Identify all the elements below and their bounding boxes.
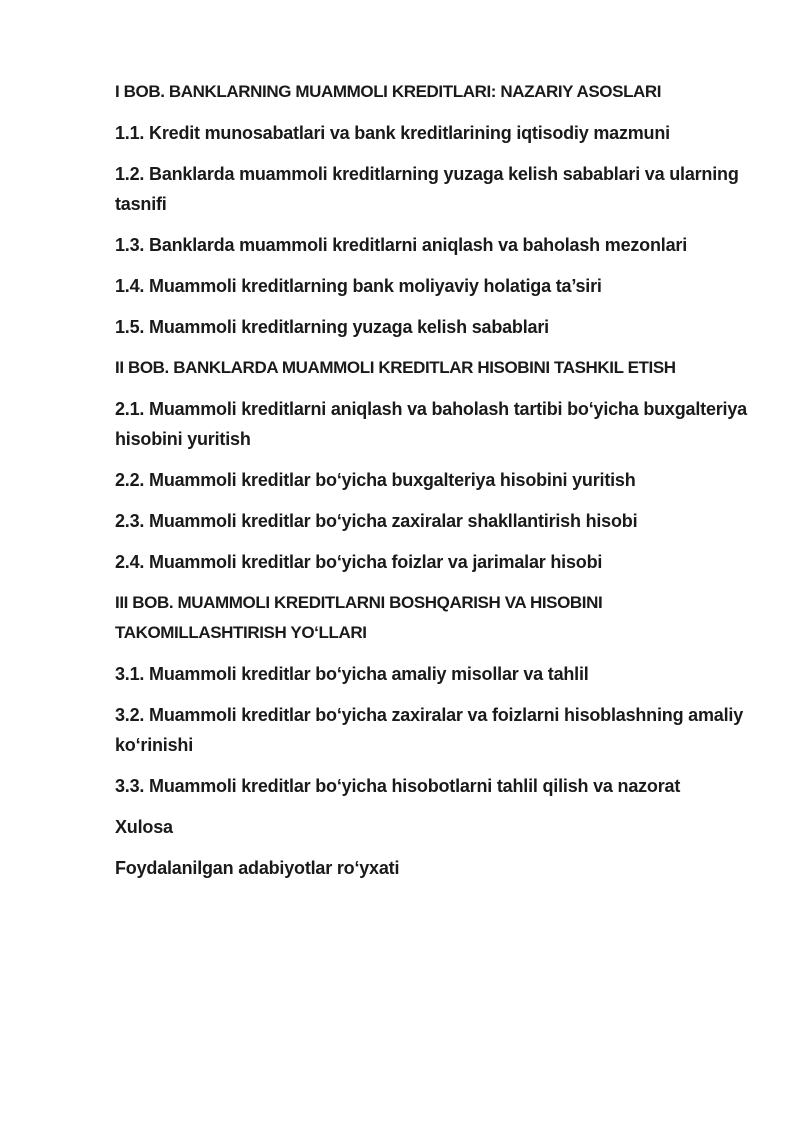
toc-section-3-3: 3.3. Muammoli kreditlar bo‘yicha hisobotlarni tahlil qilish va nazorat	[115, 776, 681, 796]
table-of-contents	[115, 77, 755, 894]
toc-section-1-4: 1.4. Muammoli kreditlarning bank moliyaviy holatiga ta’siri	[115, 276, 602, 296]
toc-section-3-2: 3.2. Muammoli kreditlar bo‘yicha zaxiralar va foizlarni hisoblashning amaliy ko‘rinishi	[115, 705, 744, 755]
toc-section-1-2: 1.2. Banklarda muammoli kreditlarning yuzaga kelish sabablari va ularning tasnifi	[115, 164, 739, 214]
toc-section-2-2: 2.2. Muammoli kreditlar bo‘yicha buxgalteriya hisobini yuritish	[115, 470, 636, 490]
toc-conclusion: Xulosa	[115, 817, 173, 837]
toc-section-2-1: 2.1. Muammoli kreditlarni aniqlash va baholash tartibi bo‘yicha buxgalteriya hisobini yuritish	[115, 399, 747, 449]
toc-references: Foydalanilgan adabiyotlar ro‘yxati	[115, 858, 400, 878]
toc-section-1-3: 1.3. Banklarda muammoli kreditlarni aniqlash va baholash mezonlari	[115, 235, 687, 255]
toc-section-2-3: 2.3. Muammoli kreditlar bo‘yicha zaxiralar shakllantirish hisobi	[115, 511, 638, 531]
toc-section-1-1: 1.1. Kredit munosabatlari va bank kreditlarining iqtisodiy mazmuni	[115, 123, 670, 143]
toc-chapter-2: II BOB. BANKLARDA MUAMMOLI KREDITLAR HISOBINI TASHKIL ETISH	[115, 358, 676, 377]
toc-section-2-4: 2.4. Muammoli kreditlar bo‘yicha foizlar va jarimalar hisobi	[115, 552, 603, 572]
toc-chapter-1: I BOB. BANKLARNING MUAMMOLI KREDITLARI: NAZARIY ASOSLARI	[115, 82, 662, 101]
toc-section-1-5: 1.5. Muammoli kreditlarning yuzaga kelish sabablari	[115, 317, 549, 337]
toc-chapter-3: III BOB. MUAMMOLI KREDITLARNI BOSHQARISH VA HISOBINI TAKOMILLASHTIRISH YO‘LLARI	[115, 593, 603, 642]
toc-section-3-1: 3.1. Muammoli kreditlar bo‘yicha amaliy misollar va tahlil	[115, 664, 589, 684]
